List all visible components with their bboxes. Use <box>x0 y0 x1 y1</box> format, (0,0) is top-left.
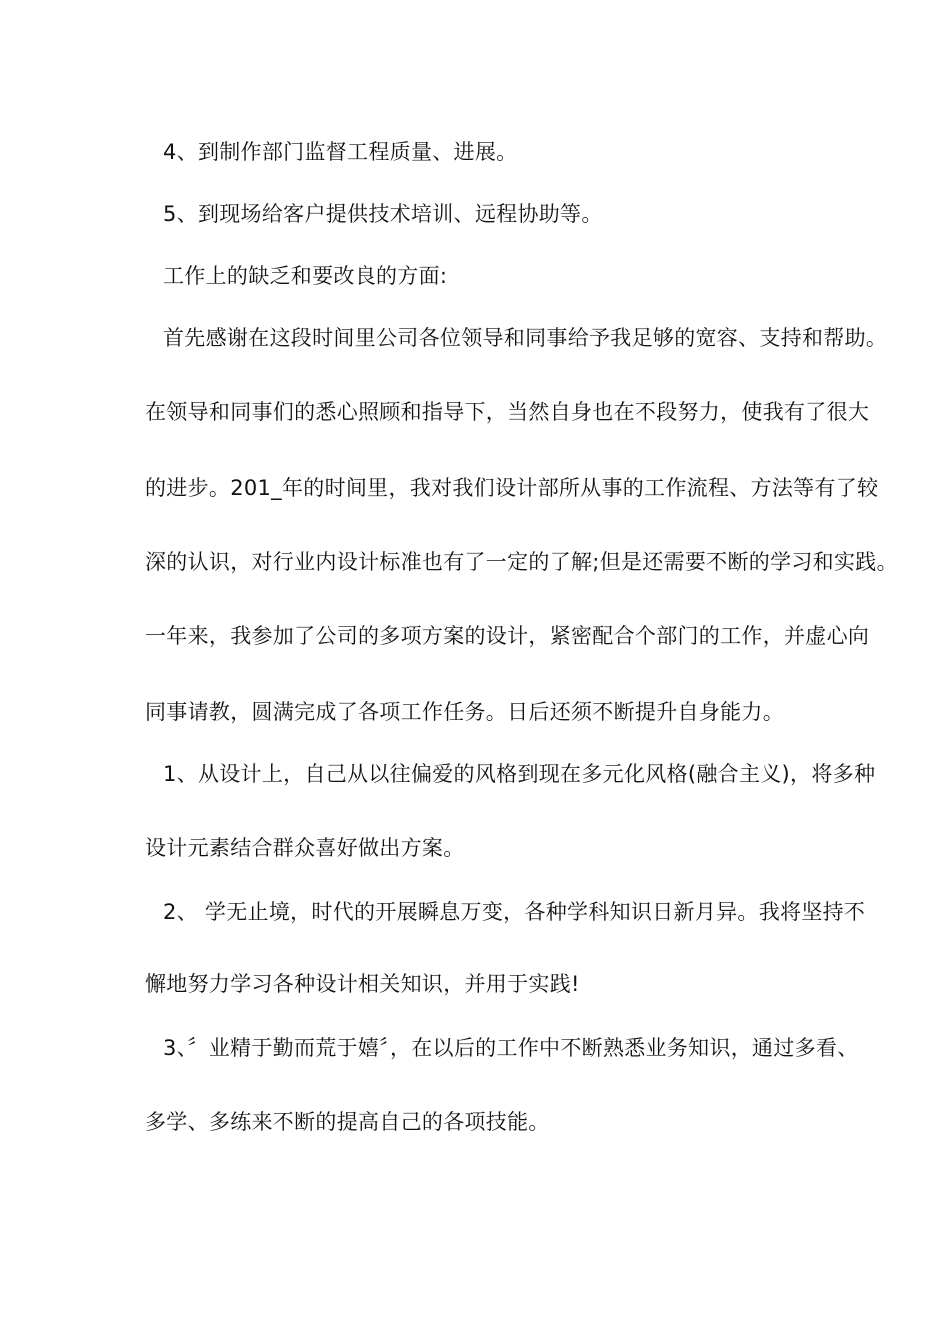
list-item-line: 3、〞业精于勤而荒于嬉〞，在以后的工作中不断熟悉业务知识，通过多看、 <box>163 1036 859 1060</box>
section-heading: 工作上的缺乏和要改良的方面: <box>163 264 448 288</box>
paragraph-line: 深的认识，对行业内设计标准也有了一定的了解;但是还需要不断的学习和实践。 <box>145 550 898 574</box>
paragraph-line: 4、到制作部门监督工程质量、进展。 <box>163 140 518 164</box>
paragraph-line: 的进步。201_年的时间里，我对我们设计部所从事的工作流程、方法等有了较 <box>145 476 879 500</box>
list-item-line: 懈地努力学习各种设计相关知识，并用于实践! <box>145 972 580 996</box>
paragraph-line: 一年来，我参加了公司的多项方案的设计，紧密配合个部门的工作，并虚心向 <box>145 624 870 648</box>
paragraph-line: 在领导和同事们的悉心照顾和指导下，当然自身也在不段努力，使我有了很大 <box>145 400 870 424</box>
paragraph-line: 首先感谢在这段时间里公司各位领导和同事给予我足够的宽容、支持和帮助。 <box>163 326 888 350</box>
list-item-line: 多学、多练来不断的提高自己的各项技能。 <box>145 1110 550 1134</box>
list-item-line: 1、从设计上，自己从以往偏爱的风格到现在多元化风格(融合主义)，将多种 <box>163 762 876 786</box>
paragraph-line: 5、到现场给客户提供技术培训、远程协助等。 <box>163 202 603 226</box>
list-item-line: 设计元素结合群众喜好做出方案。 <box>145 836 465 860</box>
list-item-line: 2、 学无止境，时代的开展瞬息万变，各种学科知识日新月异。我将坚持不 <box>163 900 866 924</box>
paragraph-line: 同事请教，圆满完成了各项工作任务。日后还须不断提升自身能力。 <box>145 700 784 724</box>
